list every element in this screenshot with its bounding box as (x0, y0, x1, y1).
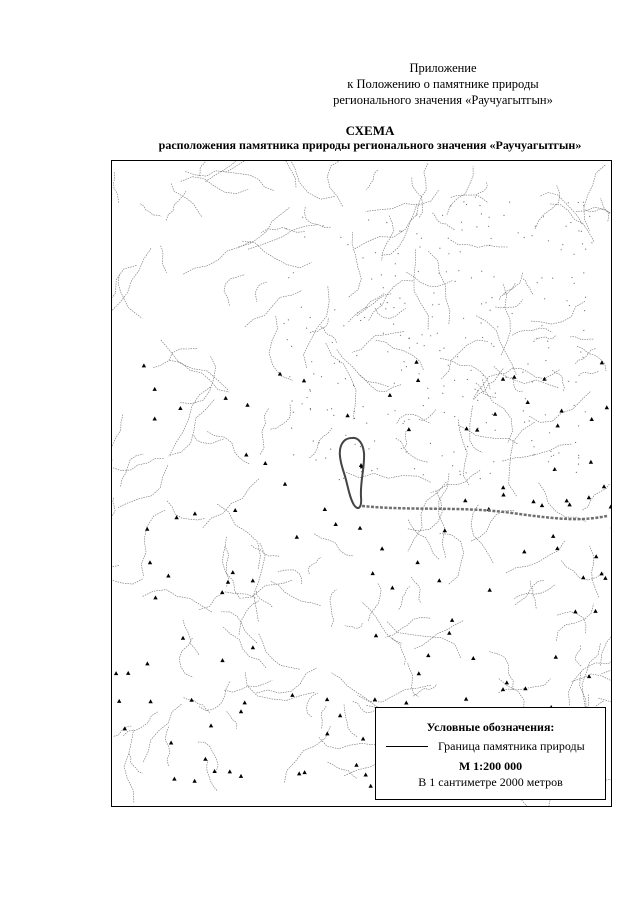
protected-area-boundary (340, 438, 364, 508)
legend-scale: М 1:200 000 (458, 759, 523, 773)
document-title: СХЕМА (345, 123, 395, 138)
river-line (362, 506, 607, 519)
document-subtitle: расположения памятника природы регионального значения «Раучуагытгын» (158, 138, 582, 152)
legend-title: Условные обозначения: (426, 720, 555, 734)
map-frame[interactable] (111, 160, 612, 807)
legend-scale-description: В 1 сантиметре 2000 метров (418, 775, 563, 789)
legend-item-boundary: Граница памятника природы (438, 739, 585, 753)
appendix-block (278, 60, 608, 108)
legend-boundary-line-icon (386, 746, 428, 747)
appendix-line-2: к Положению о памятнике природы (347, 77, 539, 91)
stipple-dots (284, 201, 593, 480)
appendix-line-1: Приложение (409, 61, 477, 75)
legend-box (375, 707, 606, 800)
appendix-line-3: регионального значения «Раучуагытгын» (333, 93, 553, 107)
